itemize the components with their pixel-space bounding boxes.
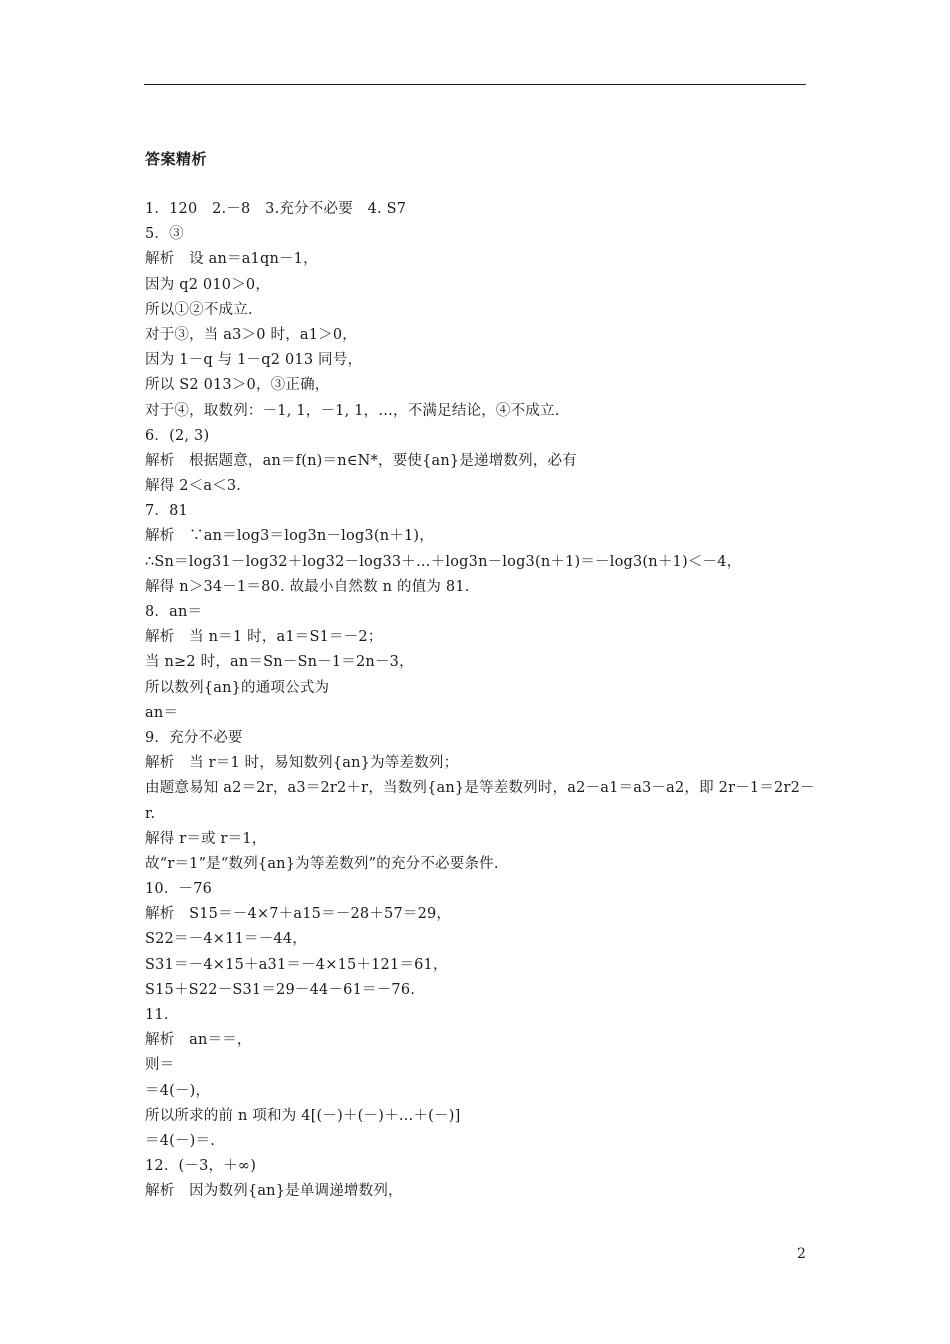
answer-line: 因为 1－q 与 1－q2 013 同号， <box>145 352 363 369</box>
answer-line: 对于④，取数列：－1, 1，－1, 1，…，不满足结论，④不成立. <box>145 402 560 419</box>
answer-line: 解析 当 r＝1 时，易知数列{an}为等差数列； <box>145 755 459 772</box>
answer-line: 10．－76 <box>145 881 213 898</box>
answer-line: an＝ <box>145 704 179 721</box>
answer-line: 解析 an＝＝， <box>145 1032 252 1049</box>
section-heading: 答案精析 <box>145 150 208 168</box>
answer-line: S22＝－4×11＝－44， <box>145 931 307 948</box>
answer-line: 由题意易知 a2＝2r，a3＝2r2＋r，当数列{an}是等差数列时，a2－a1＝a3－a2，即 2r－1＝2r2－ <box>145 780 815 797</box>
answer-line: 故“r＝1”是“数列{an}为等差数列”的充分不必要条件. <box>145 855 499 872</box>
answer-line: 解析 因为数列{an}是单调递增数列， <box>145 1183 403 1200</box>
answer-line: ＝4(－)， <box>145 1082 211 1099</box>
answer-line: 所以 S2 013＞0，③正确， <box>145 377 330 394</box>
answer-line: 解析 ∵an＝log3＝log3n－log3(n＋1)， <box>145 528 434 545</box>
answer-line: r. <box>145 805 156 822</box>
header-rule <box>144 84 806 85</box>
answer-line: 所以①②不成立. <box>145 301 253 318</box>
answer-line: 则＝ <box>145 1057 175 1074</box>
answer-line: 当 n≥2 时，an＝Sn－Sn－1＝2n－3， <box>145 654 414 671</box>
answer-line: S15＋S22－S31＝29－44－61＝－76. <box>145 981 416 998</box>
answer-line: 所以所求的前 n 项和为 4[(－)＋(－)＋…＋(－)] <box>145 1107 461 1124</box>
answer-line: 对于③，当 a3＞0 时，a1＞0， <box>145 326 358 343</box>
answer-line: 解得 r＝或 r＝1， <box>145 830 267 847</box>
answer-line: 8．an＝ <box>145 604 203 620</box>
answer-line: S31＝－4×15＋a31＝－4×15＋121＝61， <box>145 956 448 973</box>
answer-line: ∴Sn＝log31－log32＋log32－log33＋…＋log3n－log3(n＋1)＝－log3(n＋1)＜－4， <box>145 553 742 570</box>
answer-line: 9．充分不必要 <box>145 729 243 746</box>
answer-line: ＝4(－)＝. <box>145 1132 216 1149</box>
answer-line: 因为 q2 010＞0， <box>145 276 271 293</box>
answer-line: 解析 S15＝－4×7＋a15＝－28＋57＝29， <box>145 906 452 923</box>
answer-line: 解析 根据题意，an＝f(n)＝n∈N*，要使{an}是递增数列，必有 <box>145 452 577 469</box>
answer-line: 解得 n＞34－1＝80. 故最小自然数 n 的值为 81. <box>145 578 470 595</box>
answer-line: 11. <box>145 1007 169 1023</box>
answer-line: 解析 当 n＝1 时，a1＝S1＝－2； <box>145 629 383 646</box>
answer-line: 5．③ <box>145 226 184 243</box>
answer-line: 6．(2, 3) <box>145 427 210 444</box>
answer-body <box>145 197 815 1205</box>
answer-line: 1．120 2.－8 3.充分不必要 4. S7 <box>145 201 407 217</box>
page-number: 2 <box>797 1246 806 1262</box>
answer-line: 解得 2＜a＜3. <box>145 478 242 495</box>
answer-line: 12．(－3，＋∞) <box>145 1158 257 1175</box>
answer-line: 所以数列{an}的通项公式为 <box>145 679 330 696</box>
answer-line: 7．81 <box>145 503 188 520</box>
answer-line: 解析 设 an＝a1qn－1， <box>145 251 318 268</box>
